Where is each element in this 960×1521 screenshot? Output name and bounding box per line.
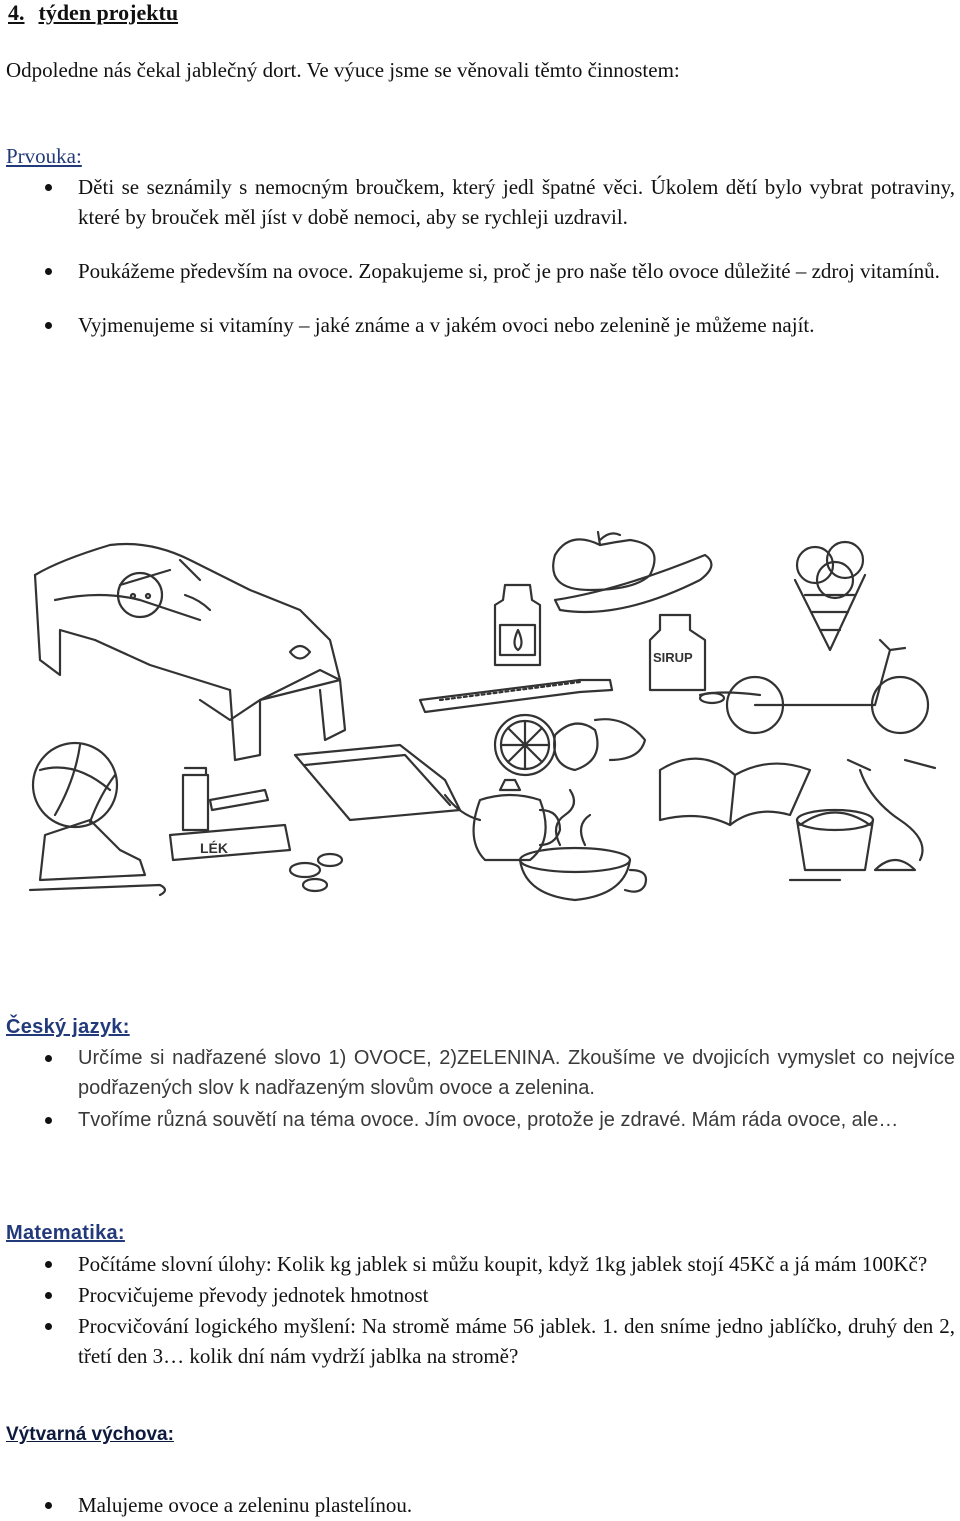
list-item: Procvičování logického myšlení: Na stromě máme 56 jablek. 1. den sníme jedno jablíčko, druhý den 2, třetí den 3… kolik dní nám vydrží jablka na stromě?: [40, 1311, 955, 1371]
jump-rope-icon: [848, 760, 935, 860]
list-item: Malujeme ovoce a zeleninu plastelínou.: [40, 1490, 955, 1520]
ice-cream-icon: [795, 542, 865, 650]
list-item: Procvičujeme převody jednotek hmotnost: [40, 1280, 955, 1310]
scooter-icon: [727, 640, 928, 733]
heading-vytvarna-vychova: Výtvarná výchova:: [6, 1424, 174, 1445]
list-vytvarna-vychova: [40, 1490, 955, 1520]
book-icon: [660, 759, 810, 825]
title-text: týden projektu: [38, 0, 179, 25]
bucket-icon: [790, 810, 915, 880]
syrup-label: SIRUP: [653, 650, 693, 665]
apple-icon: [553, 532, 654, 590]
list-item: Děti se seznámily s nemocným broučkem, který jedl špatné věci. Úkolem dětí bylo vybrat potraviny, které by brouček měl jíst v době nemoci, aby se rychleji uzdravil.: [40, 172, 955, 232]
skate-icon: [30, 820, 165, 895]
list-prvouka: [40, 172, 955, 340]
lek-label: LÉK: [200, 840, 228, 856]
list-item: Poukážeme především na ovoce. Zopakujeme si, proč je pro naše tělo ovoce důležité – zdroj vitamínů.: [40, 256, 955, 286]
list-item: Tvoříme různá souvětí na téma ovoce. Jím ovoce, protože je zdravé. Mám ráda ovoce, ale…: [40, 1105, 955, 1135]
thermometer-icon: [420, 680, 612, 712]
list-matematika: [40, 1249, 955, 1371]
page-title: [8, 0, 178, 26]
heading-matematika: Matematika:: [6, 1222, 125, 1244]
list-item: Vyjmenujeme si vitamíny – jaké známe a v jakém ovoci nebo zelenině je můžeme najít.: [40, 310, 955, 340]
teapot-icon: [445, 780, 560, 860]
bed-icon: [35, 544, 345, 760]
list-item: Počítáme slovní úlohy: Kolik kg jablek si můžu koupit, když 1kg jablek stojí 45Kč a já mám 100Kč?: [40, 1249, 955, 1279]
heading-cesky-jazyk: Český jazyk:: [6, 1016, 130, 1038]
list-cesky-jazyk: [40, 1043, 955, 1135]
heading-prvouka: Prvouka:: [6, 144, 82, 168]
tissues-icon: [295, 745, 460, 820]
intro-text: Odpoledne nás čekal jablečný dort. Ve výuce jsme se věnovali těmto činnostem:: [6, 58, 680, 82]
syrup-icon: [650, 615, 760, 703]
lemon-icon: [495, 715, 645, 775]
illustration: [0, 520, 960, 920]
ball-icon: [33, 743, 117, 827]
bottle-icon: [495, 585, 540, 665]
pill-tube-icon: [170, 768, 342, 891]
list-item: Určíme si nadřazené slovo 1) OVOCE, 2)ZELENINA. Zkoušíme ve dvojicích vymyslet co nejvíce podřazených slov k nadřazeným slovům ovoce a zelenina.: [40, 1043, 955, 1103]
title-number: 4.: [8, 0, 25, 25]
